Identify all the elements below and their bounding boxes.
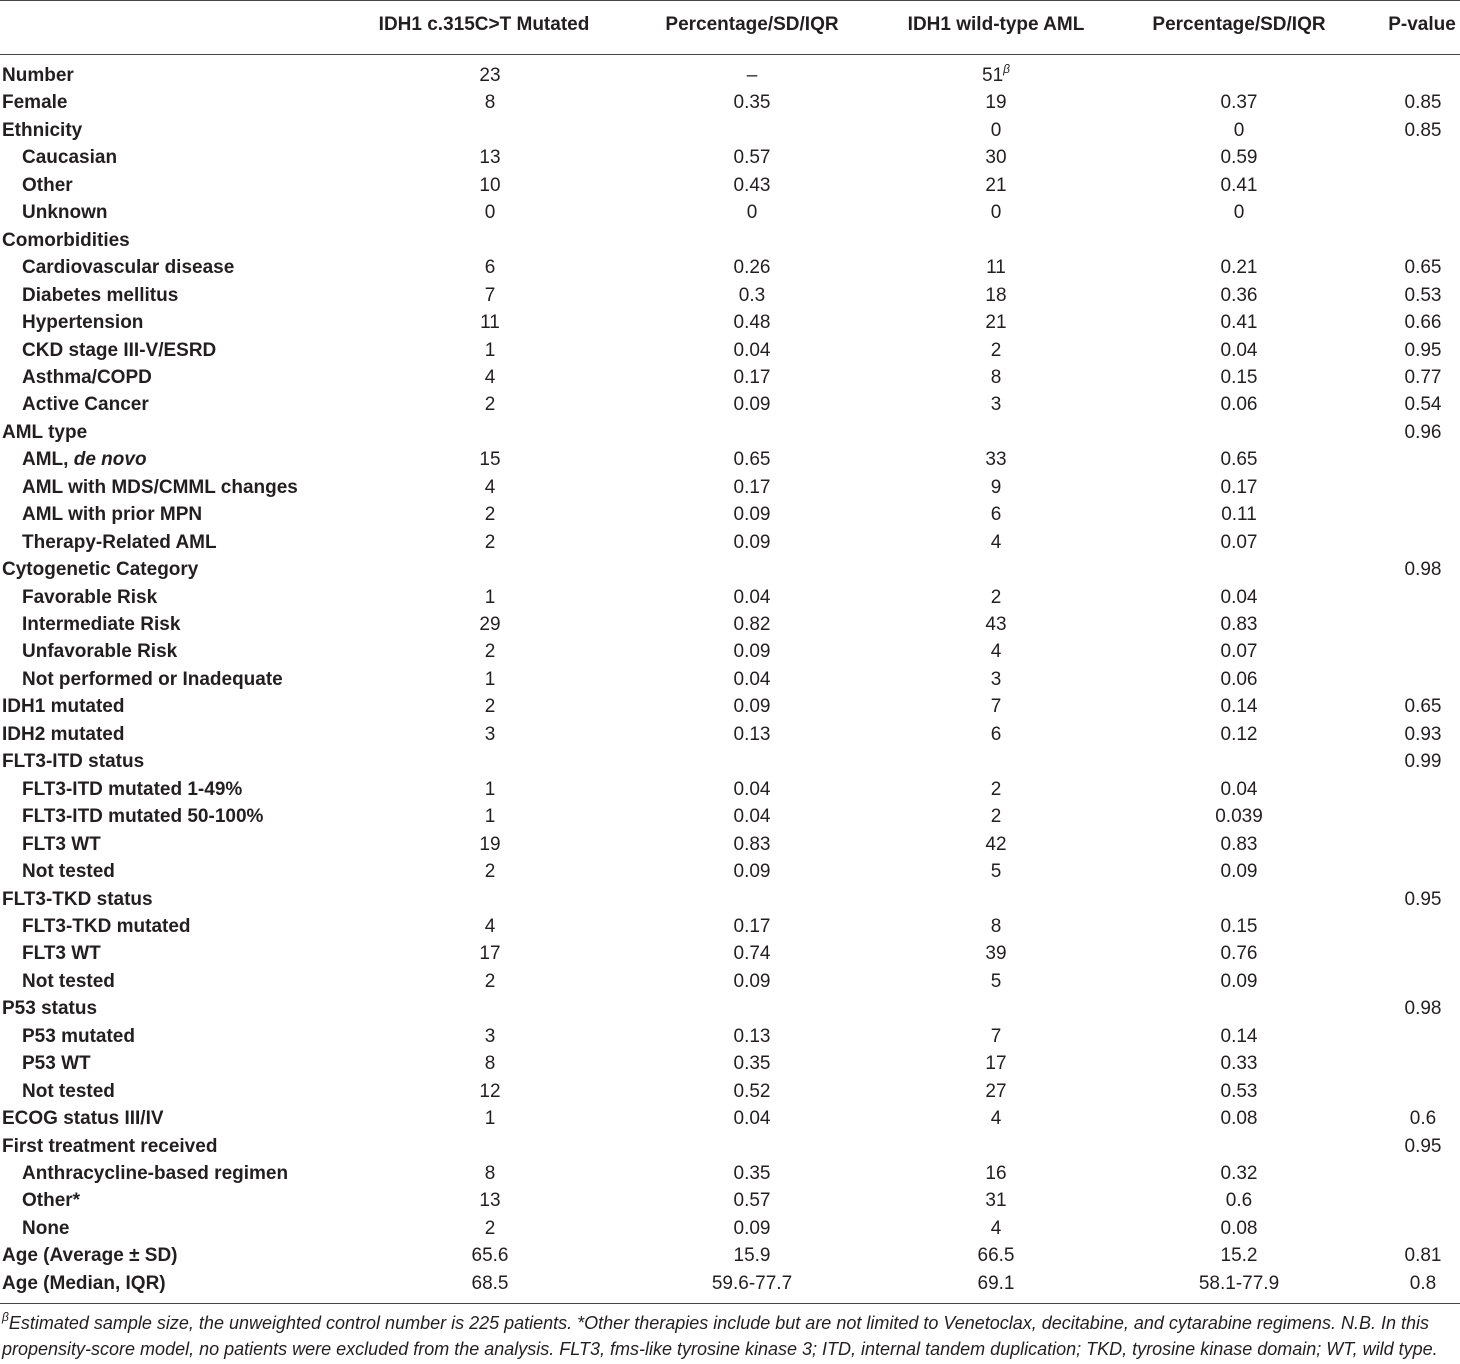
cell-wildtype-percentage: 0.76 — [1220, 943, 1258, 965]
cell-mutated-count: 29 — [479, 614, 501, 635]
cell-mutated-count: 17 — [479, 943, 501, 965]
row-label: Therapy-Related AML — [22, 531, 217, 553]
cell-wildtype-count: 66.5 — [977, 1245, 1015, 1267]
table-footnote — [2, 1310, 1458, 1362]
cell-p-value: 0.98 — [1404, 998, 1442, 1020]
table-row — [0, 556, 1460, 584]
table-row — [0, 968, 1460, 996]
cell-mutated-count: 10 — [479, 174, 501, 196]
cell-wildtype-percentage: 58.1-77.9 — [1198, 1272, 1280, 1294]
row-label: Female — [2, 92, 68, 114]
header-rule — [0, 54, 1460, 55]
table-row — [0, 1215, 1460, 1243]
cell-mutated-count: 2 — [484, 696, 496, 718]
cell-mutated-count: 11 — [480, 312, 500, 334]
table-row — [0, 474, 1460, 502]
table-row — [0, 748, 1460, 776]
cell-p-value: 0.85 — [1404, 92, 1442, 114]
cell-mutated-percentage: 0.09 — [733, 504, 771, 526]
cell-wildtype-percentage: 0.11 — [1221, 504, 1257, 526]
cell-mutated-percentage: 0.04 — [733, 1108, 771, 1130]
cell-wildtype-percentage: 0.07 — [1220, 531, 1258, 553]
cell-mutated-count: 2 — [484, 1217, 496, 1239]
cell-wildtype-percentage: 0.039 — [1215, 806, 1263, 828]
cell-mutated-count: 6 — [484, 257, 496, 279]
cell-wildtype-percentage: 0.37 — [1220, 92, 1258, 114]
cell-wildtype-count: 30 — [985, 147, 1007, 169]
cell-p-value: 0.65 — [1404, 696, 1442, 718]
cell-wildtype-percentage: 0.15 — [1220, 915, 1258, 937]
cell-mutated-percentage: – — [746, 65, 758, 86]
header-p-value: P-value — [1388, 14, 1456, 35]
table-row — [0, 1078, 1460, 1106]
cell-wildtype-count: 5 — [990, 861, 1002, 883]
cell-mutated-count: 4 — [484, 366, 496, 388]
table-row — [0, 776, 1460, 804]
cell-p-value: 0.66 — [1404, 312, 1442, 334]
cell-mutated-percentage: 0.65 — [733, 449, 771, 471]
cell-wildtype-percentage: 0.41 — [1220, 312, 1258, 334]
cell-mutated-count: 15 — [479, 449, 501, 471]
row-label: Diabetes mellitus — [22, 284, 179, 306]
cell-mutated-percentage: 0.82 — [733, 614, 771, 635]
cell-mutated-count: 8 — [484, 1163, 496, 1184]
header-percentage-mutated: Percentage/SD/IQR — [665, 14, 839, 35]
table-row — [0, 144, 1460, 172]
table-row — [0, 611, 1460, 639]
row-label: FLT3-ITD mutated 1-49% — [22, 778, 243, 800]
cell-wildtype-count: 43 — [985, 614, 1007, 635]
cell-p-value: 0.85 — [1404, 119, 1442, 141]
cell-p-value: 0.6 — [1409, 1108, 1437, 1130]
cell-wildtype-count: 4 — [990, 1108, 1002, 1130]
footnote-marker: β — [2, 1310, 9, 1324]
header-percentage-wildtype: Percentage/SD/IQR — [1152, 14, 1326, 35]
cell-wildtype-count: 6 — [990, 504, 1002, 526]
row-label: Not tested — [22, 970, 115, 992]
cell-wildtype-percentage: 0.59 — [1220, 147, 1258, 169]
table-row — [0, 584, 1460, 612]
cell-wildtype-count: 7 — [990, 1025, 1002, 1047]
cell-wildtype-count: 4 — [990, 1217, 1002, 1239]
cell-mutated-percentage: 0.04 — [733, 668, 771, 690]
table-row — [0, 858, 1460, 886]
table-row — [0, 89, 1460, 117]
row-label: ECOG status III/IV — [2, 1108, 164, 1130]
cell-mutated-percentage: 0.74 — [733, 943, 771, 965]
cell-mutated-percentage: 0.83 — [733, 833, 771, 855]
cell-wildtype-count: 4 — [990, 531, 1002, 553]
cell-wildtype-percentage: 0.6 — [1225, 1190, 1253, 1212]
row-label: Cytogenetic Category — [2, 559, 199, 581]
cell-wildtype-count: 8 — [990, 366, 1002, 388]
header-idh1-wildtype: IDH1 wild-type AML — [907, 14, 1085, 35]
row-label: AML type — [2, 421, 88, 443]
cell-mutated-percentage: 0.09 — [733, 531, 771, 553]
cell-mutated-percentage: 0.09 — [733, 970, 771, 992]
cell-wildtype-count: 4 — [990, 641, 1002, 663]
row-label: Number — [2, 65, 74, 86]
cell-mutated-percentage: 0.35 — [733, 1163, 771, 1184]
table-row — [0, 227, 1460, 255]
table-row — [0, 666, 1460, 694]
table-row — [0, 117, 1460, 145]
table-row — [0, 419, 1460, 447]
cell-mutated-percentage: 0.04 — [733, 806, 771, 828]
cell-wildtype-percentage: 0.65 — [1220, 449, 1258, 471]
table-row — [0, 1105, 1460, 1133]
table-row — [0, 309, 1460, 337]
row-label: Intermediate Risk — [22, 614, 181, 635]
cell-mutated-percentage: 59.6-77.7 — [711, 1272, 793, 1294]
cell-mutated-percentage: 0.43 — [733, 174, 771, 196]
table-row — [0, 886, 1460, 914]
cell-mutated-count: 13 — [479, 1190, 501, 1212]
cell-wildtype-count: 2 — [990, 339, 1002, 361]
row-label: Active Cancer — [22, 394, 149, 416]
cell-wildtype-percentage: 0.04 — [1220, 339, 1258, 361]
table-row — [0, 199, 1460, 227]
cell-mutated-count: 4 — [484, 915, 496, 937]
row-label: Other* — [22, 1190, 81, 1212]
row-label: Not tested — [22, 1080, 115, 1102]
cell-wildtype-count: 27 — [985, 1080, 1007, 1102]
row-label: AML with MDS/CMML changes — [22, 476, 298, 498]
cell-mutated-percentage: 0.57 — [733, 1190, 771, 1212]
cell-mutated-count: 0 — [484, 202, 496, 224]
cell-wildtype-count: 16 — [985, 1163, 1007, 1184]
cell-wildtype-count: 39 — [985, 943, 1007, 965]
row-label: Other — [22, 174, 73, 196]
cell-wildtype-count: 19 — [985, 92, 1007, 114]
cell-wildtype-count: 11 — [986, 257, 1006, 279]
row-label: FLT3-TKD mutated — [22, 915, 191, 937]
cell-mutated-percentage: 0.57 — [733, 147, 771, 169]
cell-mutated-count: 1 — [484, 586, 496, 608]
cell-wildtype-percentage: 0.15 — [1220, 366, 1258, 388]
cell-wildtype-percentage: 0.14 — [1220, 1025, 1258, 1047]
cell-mutated-count: 2 — [484, 861, 496, 883]
table-row — [0, 940, 1460, 968]
cell-mutated-percentage: 0.09 — [733, 394, 771, 416]
cell-mutated-count: 1 — [484, 339, 496, 361]
cell-mutated-count: 4 — [484, 476, 496, 498]
row-label: Anthracycline-based regimen — [22, 1163, 289, 1184]
cell-mutated-count: 7 — [484, 284, 496, 306]
cell-mutated-count: 2 — [484, 531, 496, 553]
cell-mutated-count: 3 — [484, 1025, 496, 1047]
row-label: CKD stage III-V/ESRD — [22, 339, 217, 361]
row-label: Not performed or Inadequate — [22, 668, 283, 690]
cell-mutated-count: 1 — [484, 1108, 496, 1130]
cell-mutated-percentage: 0 — [746, 202, 758, 224]
cell-wildtype-count: 9 — [990, 476, 1002, 498]
row-label: Age (Average ± SD) — [2, 1245, 178, 1267]
cell-wildtype-count: 69.1 — [977, 1272, 1015, 1294]
table-row — [0, 1187, 1460, 1215]
cell-mutated-count: 8 — [484, 1053, 496, 1075]
cell-p-value: 0.81 — [1404, 1245, 1442, 1267]
cell-wildtype-percentage: 0.04 — [1220, 778, 1258, 800]
cell-mutated-percentage: 0.04 — [733, 339, 771, 361]
cell-p-value: 0.93 — [1404, 723, 1442, 745]
row-label: IDH2 mutated — [2, 723, 125, 745]
row-label: FLT3 WT — [22, 943, 101, 965]
row-label: Hypertension — [22, 312, 144, 334]
cell-wildtype-count: 3 — [990, 668, 1002, 690]
cell-mutated-percentage: 0.04 — [733, 778, 771, 800]
cell-mutated-percentage: 0.17 — [733, 366, 771, 388]
cell-wildtype-count: 31 — [985, 1190, 1007, 1212]
cell-wildtype-count: 0 — [990, 202, 1002, 224]
row-label: IDH1 mutated — [2, 696, 125, 718]
row-label: Ethnicity — [2, 119, 83, 141]
cell-mutated-percentage: 0.35 — [733, 1053, 771, 1075]
row-label: FLT3 WT — [22, 833, 101, 855]
cell-wildtype-count: 6 — [990, 723, 1002, 745]
table-row — [0, 282, 1460, 310]
cell-mutated-count: 65.6 — [471, 1245, 509, 1267]
cell-wildtype-count: 2 — [990, 778, 1002, 800]
cell-mutated-count: 1 — [484, 668, 496, 690]
row-label: Unknown — [22, 202, 108, 224]
cell-wildtype-percentage: 15.2 — [1220, 1245, 1258, 1267]
table-row — [0, 693, 1460, 721]
row-label: None — [22, 1217, 70, 1239]
cell-wildtype-percentage: 0 — [1233, 119, 1245, 141]
cell-p-value: 0.54 — [1404, 394, 1442, 416]
table-row — [0, 1133, 1460, 1161]
cell-mutated-count: 2 — [484, 641, 496, 663]
row-label: First treatment received — [2, 1135, 218, 1157]
header-idh1-mutated: IDH1 c.315C>T Mutated — [378, 14, 590, 35]
cell-wildtype-percentage: 0.83 — [1220, 614, 1258, 635]
cell-mutated-percentage: 0.04 — [733, 586, 771, 608]
cell-wildtype-count: 2 — [990, 586, 1002, 608]
cell-wildtype-percentage: 0.09 — [1220, 861, 1258, 883]
cell-mutated-percentage: 0.26 — [733, 257, 771, 279]
cell-wildtype-percentage: 0.06 — [1220, 668, 1258, 690]
cell-wildtype-count: 2 — [990, 806, 1002, 828]
cell-p-value: 0.95 — [1404, 1135, 1442, 1157]
table-row — [0, 172, 1460, 200]
cell-wildtype-percentage: 0.33 — [1220, 1053, 1258, 1075]
cell-wildtype-count: 0 — [990, 119, 1002, 141]
cell-wildtype-count: 42 — [985, 833, 1007, 855]
cell-wildtype-count: 7 — [990, 696, 1002, 718]
table-row — [0, 638, 1460, 666]
cell-wildtype-percentage: 0.08 — [1220, 1108, 1258, 1130]
table-row — [0, 721, 1460, 749]
row-label: Not tested — [22, 861, 115, 883]
cell-wildtype-percentage: 0.41 — [1220, 174, 1258, 196]
cell-wildtype-percentage: 0.36 — [1220, 284, 1258, 306]
cell-p-value: 0.95 — [1404, 888, 1442, 910]
cell-p-value: 0.77 — [1404, 366, 1442, 388]
cell-wildtype-percentage: 0 — [1233, 202, 1245, 224]
cell-mutated-count: 2 — [484, 394, 496, 416]
cell-wildtype-count: 21 — [985, 174, 1007, 196]
cell-mutated-percentage: 0.09 — [733, 861, 771, 883]
row-label: Asthma/COPD — [22, 366, 152, 388]
table-row — [0, 803, 1460, 831]
table-row — [0, 501, 1460, 529]
row-label: FLT3-ITD status — [2, 751, 145, 773]
cell-wildtype-percentage: 0.08 — [1220, 1217, 1258, 1239]
cell-wildtype-percentage: 0.53 — [1220, 1080, 1258, 1102]
row-label: AML with prior MPN — [22, 504, 203, 526]
bottom-rule — [0, 1303, 1460, 1304]
row-label: AML, de novo — [22, 449, 147, 471]
table-row — [0, 337, 1460, 365]
cell-mutated-count: 8 — [484, 92, 496, 114]
cell-wildtype-count: 18 — [985, 284, 1007, 306]
table-row — [0, 831, 1460, 859]
row-label: Comorbidities — [2, 229, 130, 251]
cell-mutated-count: 19 — [479, 833, 501, 855]
row-label: Age (Median, IQR) — [2, 1272, 166, 1294]
cell-wildtype-count: 8 — [990, 915, 1002, 937]
cell-mutated-percentage: 0.09 — [733, 641, 771, 663]
row-label: Favorable Risk — [22, 586, 158, 608]
cell-p-value: 0.8 — [1409, 1272, 1437, 1294]
footnote-text: Estimated sample size, the unweighted control number is 225 patients. *Other therapies include but are not limited to Venetoclax, decitabine, and cytarabine regimens. N.B. In this propensity-score model, no patients were excluded from the analysis. FLT3, fms-like tyrosine kinase 3; ITD, internal tandem duplication; TKD, tyrosine kinase domain; WT, wild type. — [2, 1313, 1438, 1359]
cell-mutated-count: 68.5 — [471, 1272, 509, 1294]
row-label: P53 WT — [22, 1053, 91, 1075]
table-row — [0, 446, 1460, 474]
cell-wildtype-percentage: 0.12 — [1220, 723, 1258, 745]
row-label: Cardiovascular disease — [22, 257, 235, 279]
table-header — [0, 0, 1460, 54]
cell-mutated-percentage: 0.13 — [733, 1025, 771, 1047]
cell-mutated-percentage: 0.35 — [733, 92, 771, 114]
table-row — [0, 1242, 1460, 1270]
cell-wildtype-count: 33 — [985, 449, 1007, 471]
table-row — [0, 364, 1460, 392]
cell-mutated-percentage: 0.13 — [733, 723, 771, 745]
cell-mutated-percentage: 15.9 — [733, 1245, 771, 1267]
cell-p-value: 0.53 — [1404, 284, 1442, 306]
cell-wildtype-count: 3 — [990, 394, 1002, 416]
cell-wildtype-percentage: 0.21 — [1220, 257, 1258, 279]
cell-mutated-count: 12 — [479, 1080, 501, 1102]
table-row — [0, 995, 1460, 1023]
cell-wildtype-count: $51^\beta$ — [982, 62, 1010, 86]
table-row — [0, 1270, 1460, 1298]
cell-wildtype-percentage: 0.14 — [1220, 696, 1258, 718]
cell-mutated-percentage: 0.3 — [738, 284, 766, 306]
row-label: P53 mutated — [22, 1025, 135, 1047]
table-row — [0, 1050, 1460, 1078]
cell-wildtype-percentage: 0.32 — [1220, 1163, 1258, 1184]
cell-p-value: 0.96 — [1404, 421, 1442, 443]
cell-mutated-percentage: 0.17 — [733, 476, 771, 498]
cell-mutated-percentage: 0.09 — [733, 1217, 771, 1239]
table-row — [0, 529, 1460, 557]
row-label: FLT3-TKD status — [2, 888, 153, 910]
cell-wildtype-count: 17 — [985, 1053, 1007, 1075]
cell-p-value: 0.98 — [1404, 559, 1442, 581]
cell-p-value: 0.65 — [1404, 257, 1442, 279]
row-label: P53 status — [2, 998, 98, 1020]
cell-wildtype-percentage: 0.17 — [1220, 476, 1258, 498]
cell-wildtype-percentage: 0.06 — [1220, 394, 1258, 416]
cell-mutated-count: 1 — [484, 806, 496, 828]
row-label: FLT3-ITD mutated 50-100% — [22, 806, 264, 828]
cell-mutated-count: 2 — [484, 970, 496, 992]
table-row — [0, 391, 1460, 419]
cell-wildtype-percentage: 0.07 — [1220, 641, 1258, 663]
cell-mutated-percentage: 0.52 — [733, 1080, 771, 1102]
table-row — [0, 254, 1460, 282]
cell-mutated-count: 3 — [484, 723, 496, 745]
cell-mutated-count: 23 — [479, 65, 501, 86]
cell-wildtype-percentage: 0.09 — [1220, 970, 1258, 992]
cell-mutated-count: 13 — [479, 147, 501, 169]
table-row — [0, 1023, 1460, 1051]
cell-p-value: 0.99 — [1404, 751, 1442, 773]
row-label: Caucasian — [22, 147, 118, 169]
cell-p-value: 0.95 — [1404, 339, 1442, 361]
cell-mutated-percentage: 0.48 — [733, 312, 771, 334]
cell-mutated-percentage: 0.17 — [733, 915, 771, 937]
table-row — [0, 913, 1460, 941]
cell-wildtype-count: 5 — [990, 970, 1002, 992]
row-label: Unfavorable Risk — [22, 641, 178, 663]
table-row — [0, 62, 1460, 90]
table-row — [0, 1160, 1460, 1188]
cell-mutated-percentage: 0.09 — [733, 696, 771, 718]
cell-wildtype-percentage: 0.83 — [1220, 833, 1258, 855]
cell-wildtype-count: 21 — [985, 312, 1007, 334]
cell-mutated-count: 2 — [484, 504, 496, 526]
cell-mutated-count: 1 — [484, 778, 496, 800]
cell-wildtype-percentage: 0.04 — [1220, 586, 1258, 608]
